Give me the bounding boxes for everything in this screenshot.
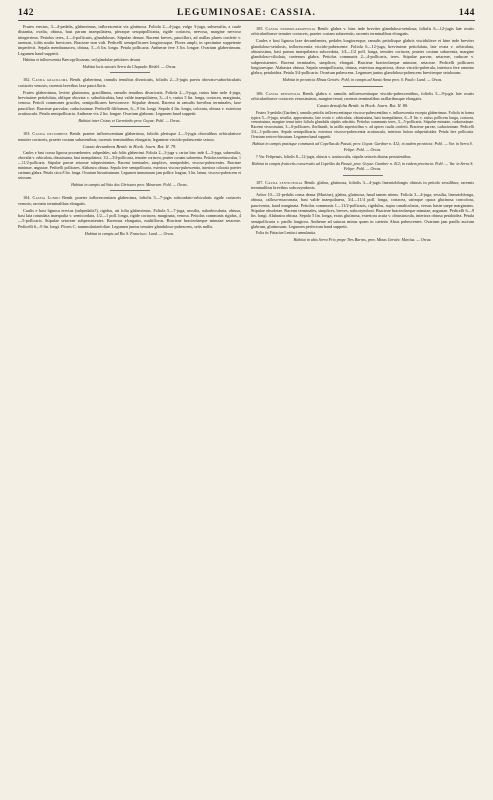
page-number-right: 144 xyxy=(458,8,475,18)
section-divider xyxy=(343,86,383,87)
text-columns xyxy=(18,24,475,245)
description-paragraph: Caules e basi crassa lignosa procumbentes, subpedales, sub foliis glaberrimi. Foliola 2—3-juga v. rarius hinc inde 4—5-juga, subsessilia, obovalia v. orbiculata, obtusissima, basi inaequilatera, 1/2—3/4-pollicaria, tenuiter coriacea, praeter costam subavenia. Petiolus teretiusculus, 1—11/2-pollicaris. Stipulae parvae setaceae subpersistentes. Racemi terminales, simplices, semipedales, viscoso-pubescentes. Bracteae minimae, angustae. Pedicelli pollicares. Alabastra obtusa. Sepala fere semipollicaria, exteriora viscoso-pubescentia, interiora colorata praeter carinam glabra. Petala circa 8 lin. longa. Ovarium hirsutissimum. Legumen immaturum jam pollice longius, 3 lin. latum, viscoso-pubescens et setosum. xyxy=(18,151,241,180)
species-number: 106. xyxy=(256,90,266,96)
species-number: 103. xyxy=(23,131,33,137)
species-number: 102. xyxy=(23,77,33,83)
habitat-note: Habitat in provincia Minas Geraës: Pohl; in campis ad Santa Anna prov. S. Paulo: Lund. — Orcas. xyxy=(282,77,443,83)
running-title: LEGUMINOSAE: CASSIA. xyxy=(176,8,317,18)
species-diagnosis: Benth. glabra v. hinc inde breviter glanduloso-setulosa; foliolis 6—12-jugis late ovatis orbicularibusve tenuiter coriaceis, praeter costam subaveniis; racemis terminalibus elongatis. xyxy=(251,26,474,37)
left-column xyxy=(18,24,241,245)
description-paragraph: Folia iis Pistaciae Lentisci aemulantia. xyxy=(256,230,316,235)
page-number-left: 142 xyxy=(18,8,35,18)
habitat-note: Habitat in campis pratisque communis ad Copellas da Passaï, prov. Goyaz: Gardner n. 412; in eadem provincia: Pohl. — Var. in Serra S. Felipe: Pohl. — Orcas. xyxy=(252,141,473,152)
description-paragraph: † Var. Felipensis, foliolis 8—12-jugis, obtusis v. acutiusculis, stipulis setaceis diutius persistentibus. xyxy=(256,154,412,159)
species-name: Cassia lenticifolia xyxy=(265,179,305,185)
description-paragraph: Caules e basi lignosa laxe decumbentes, pedales longioresque, ramulis petiolisque glabris viscidulisve et hine inde breviter glanduloso-setulosis, inflorescentia viscido-pubescente. Foliola 6—12-juga, brevissime petiolulata, late ovata v. orbiculata, obtusissima, basi parum inaequilatera subcordata, 1/4—1/2 poll. longa, tenuiter coriacea, praeter costam subavenia, margine glanduloso-ciliolata, caeterum glabra. Petiolus communis 2—4-pollicaris, teres. Stipulae parvae, setaceae, caducae v. subpersistentes. Racemi terminales, simplices, elongati. Bracteae bracteolaeque minutae, setaceae. Pedicelli pollicares longioresque. Alabastra obtusa. Sepala semipollicaria, obtusa, exteriora angustiora, dorso viscido-puberula, interiora fere omnino glabra, petaloidea. Petala 3/4-pollicaria. Ovarium pubescens. Legumen junius glanduloso-pubescens breviterque setulosum. xyxy=(251,38,474,76)
species-number: 107. xyxy=(256,179,266,185)
right-column xyxy=(251,24,474,245)
species-name: Cassia decumbens xyxy=(32,131,70,137)
species-name: Cassia nummulariaefolia xyxy=(265,26,318,31)
species-diagnosis: Benth. praeter inflorescentiam glaberrima, foliolis 5—7-jugis subcordato-orbiculatis rigide coriaceis venosis; racemis terminalibus elongatis. xyxy=(18,195,242,206)
species-heading xyxy=(18,77,241,88)
habitat-note: Habitat locis saxosis Serra da Chapada: Riedel. — Orcas. xyxy=(82,64,177,70)
running-header xyxy=(18,8,475,21)
section-divider xyxy=(343,175,383,176)
species-name: Cassia gracillima xyxy=(32,77,70,83)
species-heading xyxy=(251,91,474,102)
species-heading xyxy=(251,26,474,37)
description-paragraph: Arbor 10—12-pedalis coma densa (Martius), glabra, glutinosa, haud tamen nitens. Foliola 3—4-juga, sessilia, linearioblonga, obtusa, calloso-mucronata, basi valde inaequilatera, 3/4—11/4 poll. longa, coriacea, utrinque opaca glutinosa concolora, paucivenia, haud marginata. Petiolus communis 1—11/2-pollicaris, rigidulus, supra canaliculatus, versus basin saepe marginatus. Stipulae obsoletae. Racemi terminales, simplices, breves, subcorymbosi. Bracteae bracteolaeque minutae, angustae. Pedicelli 6—9 lin. longi. Alabastra obtusa. Sepala 5 lin. longa, extus glutinosa, exteriora acuta v. obtusiuscula, interiora obtusa petaloidea. Petala semipollicaria v. paullo longiora. Antherae ad suturas minus quam in caeteris Absis pubescentes. Ovarium jam paullo auctum glabrum, glutinosum. Legumen perfectum haud suppetit. xyxy=(251,191,474,229)
description-paragraph: Frutex 3-pedalis (Gardner), ramulis petiolis inflorescentiaque viscoso-pubescentibus v. inflorescentia excepta glaberrimus. Foliola in forma typica 5—9-juga, sessilia, approximata, late ovata v. orbiculata, obtusissima, basi inaequilatera, 6—9 lin. v. rarius pollicem longa, coriacea, venosissima, margine tenui inter foliola glandulis stipitis adscitiis. Petiolus communis teres, 3—5-pollicaris. Stipulae minutae, caducissimae. Racemi viscosissimi, 3—6-pollicares, floribundi, in axillis superioribus v. ad apices caulis conferti. Bracteae parvae, caducissimae. Pedicelli 3/4—1-pollicares. Sepala semipollicaria, exteriora viscoso-pubescentia acutiuscula, interiora latiora subpetaloidea. Petala fere pollicaria. Ovarium sericeo-hirsutum. Legumen haud suppetit. xyxy=(251,110,474,139)
section-divider xyxy=(110,190,150,191)
description-paragraph: Habitus et inflorescentia Baecopyllocarum, sed glandulae petiolares desunt. xyxy=(23,57,141,62)
description-paragraph: Frutex erectus, 3—4-pedalis, glaberrimus, inflorescentia vix glutinosa. Foliola 2—4-juga, vulgo 3-juga, subsessilia, a caule distantia, ovalia, obtusa, basi parum inaequilatera, pleraque sesquipollicaria, rigide coriacea, nervosa, margine nervoso integerrimo. Petiolus teres, 2—4-pollicaris, glandulosus. Stipulae desunt. Racemi breves, pauciflori, ad axillas plures conferti v. raemosi, foliis multo breviores. Bracteae non vidi. Pedicelli semipollicares longiorosque. Flores ampli, in speciminе suppetente imperfecti. Sepala membranacea, obtusa, 5—6 lin. longa. Petala pollicaria. Antherae fere 3 lin. longae. Ovarium glaberrimum. Legumen haud suppetit. xyxy=(18,24,241,56)
species-number: 104. xyxy=(23,195,33,201)
habitat-note: Habitat in campis fruticetis conservatis ad Copellas da Passaï, prov. Goyaz: Gardner n. 412; in eadem provincia: Pohl. — Var. in Serra S. Felipe: Pohl. — Orcas. xyxy=(251,160,474,172)
species-name: Cassia densifolia xyxy=(265,90,303,96)
synonym-citation: Cassia densifolia Benth. in Hook. Journ. Bot. II. 80. xyxy=(316,103,409,109)
habitat-note: Habitat inter Crixas et Carretinho prov. Goyaz: Pohl. — Orcas. xyxy=(78,118,181,124)
description-paragraph: Frutex glaberrimus, leviter glutinosus, gracillimus, ramulis tenuibus divaricatis. Foliola 2—3-juga, rarius bine inde 4-juga, brevissime petiolulata, oblique obovata v. suborbiculata, basi valde inaequilatera, 3—4 v. rarius 5 lin. longa, coriacea, marginata, venosa. Petioli communes graciles, semipollicares breviorosve. Stipulae desunt. Racemi in ramulis brevibus terminales, laxe pauciflori. Bracteae parvulae, caducissimae. Pedicelli filiformes, 6—9 lin. longi. Sepala 4 lin. longa, colorata, obtusa v. exteriora acutiuscula. Petala semipollicaria. Antherae vix 2 lin. longae. Ovarium glabrum. Legumen haud suppetit. xyxy=(18,89,241,117)
habitat-note: Habitat in campis ad Rio S. Francisco: Lund. — Orcas. xyxy=(84,230,175,236)
species-diagnosis: Benth. glaberrima, ramulis tenuibus divaricatis, foliolis 2—3-jugis parvis obovato-suborbiculatis coriaceis venosis; racemis brevibus laxe paucifloris. xyxy=(18,77,241,88)
species-diagnosis: Benth. glabra, glutinosa, foliolis 3—4-jugis linearioblongis obtusis in petiolo sessilibus; racemis terminalibus brevibus subcorymbosis. xyxy=(251,179,475,190)
species-heading xyxy=(18,131,241,142)
habitat-note: Habitat in campis ad Sitio dos Christaes prov. Minarum: Pohl. — Orcas. xyxy=(71,182,188,188)
synonym-citation: Cassia decumbens Benth. in Hook. Journ. Bot. II. 79. xyxy=(82,144,177,150)
section-divider xyxy=(110,72,150,73)
species-heading xyxy=(251,180,474,191)
species-heading xyxy=(18,195,241,206)
species-name: Cassia Lundii xyxy=(32,195,63,201)
species-diagnosis: Benth. glabra v. ramulis inflorescentiaque viscido-pubescentibus, foliolis 5—9-jugis late ovatis orbicularibusve coriaceis venosissimis, margine tenui; racemis terminalibus axillaribusque elongatis. xyxy=(251,90,474,101)
section-divider xyxy=(110,126,150,127)
species-number: 105. xyxy=(256,26,266,31)
habitat-note: Habitat in altis Serra Frio prope Tres Barras, prov. Minas Geraës: Martius. — Orcas. xyxy=(293,237,432,243)
description-paragraph: Caulis e basi lignosa erectus (subpedalis?), rigidus, uti folia glaberrimus. Foliola 5—7-juga, sessilia, suborbicularia, obtusa, basi lata rotundata inaequalia v. semicordata, 1/2—1 poll. longa, rigide coriacea, marginata, venosa. Petiolus communis rigidus, 4—5-pollicaris. Stipulae setaceae subpersistentes. Racemus elongatus, multiflorus. Bracteae bracteolaeque minutae setaceae. Pedicelli 6—9 lin. longi. Flores C. nummulariaefoliae. Legumen junius tenuiter glanduloso-pubescens, setis nullis. xyxy=(18,207,241,229)
species-diagnosis: Benth. praeter inflorescentiam glaberrima, foliolis plerisque 2—3-jugis obovalibus orbiculatisve tenuiter coriaceis, praeter costam subavenibus; racemis terminalibus elongatis; legumine viscido-pubescente setoso. xyxy=(18,131,241,142)
